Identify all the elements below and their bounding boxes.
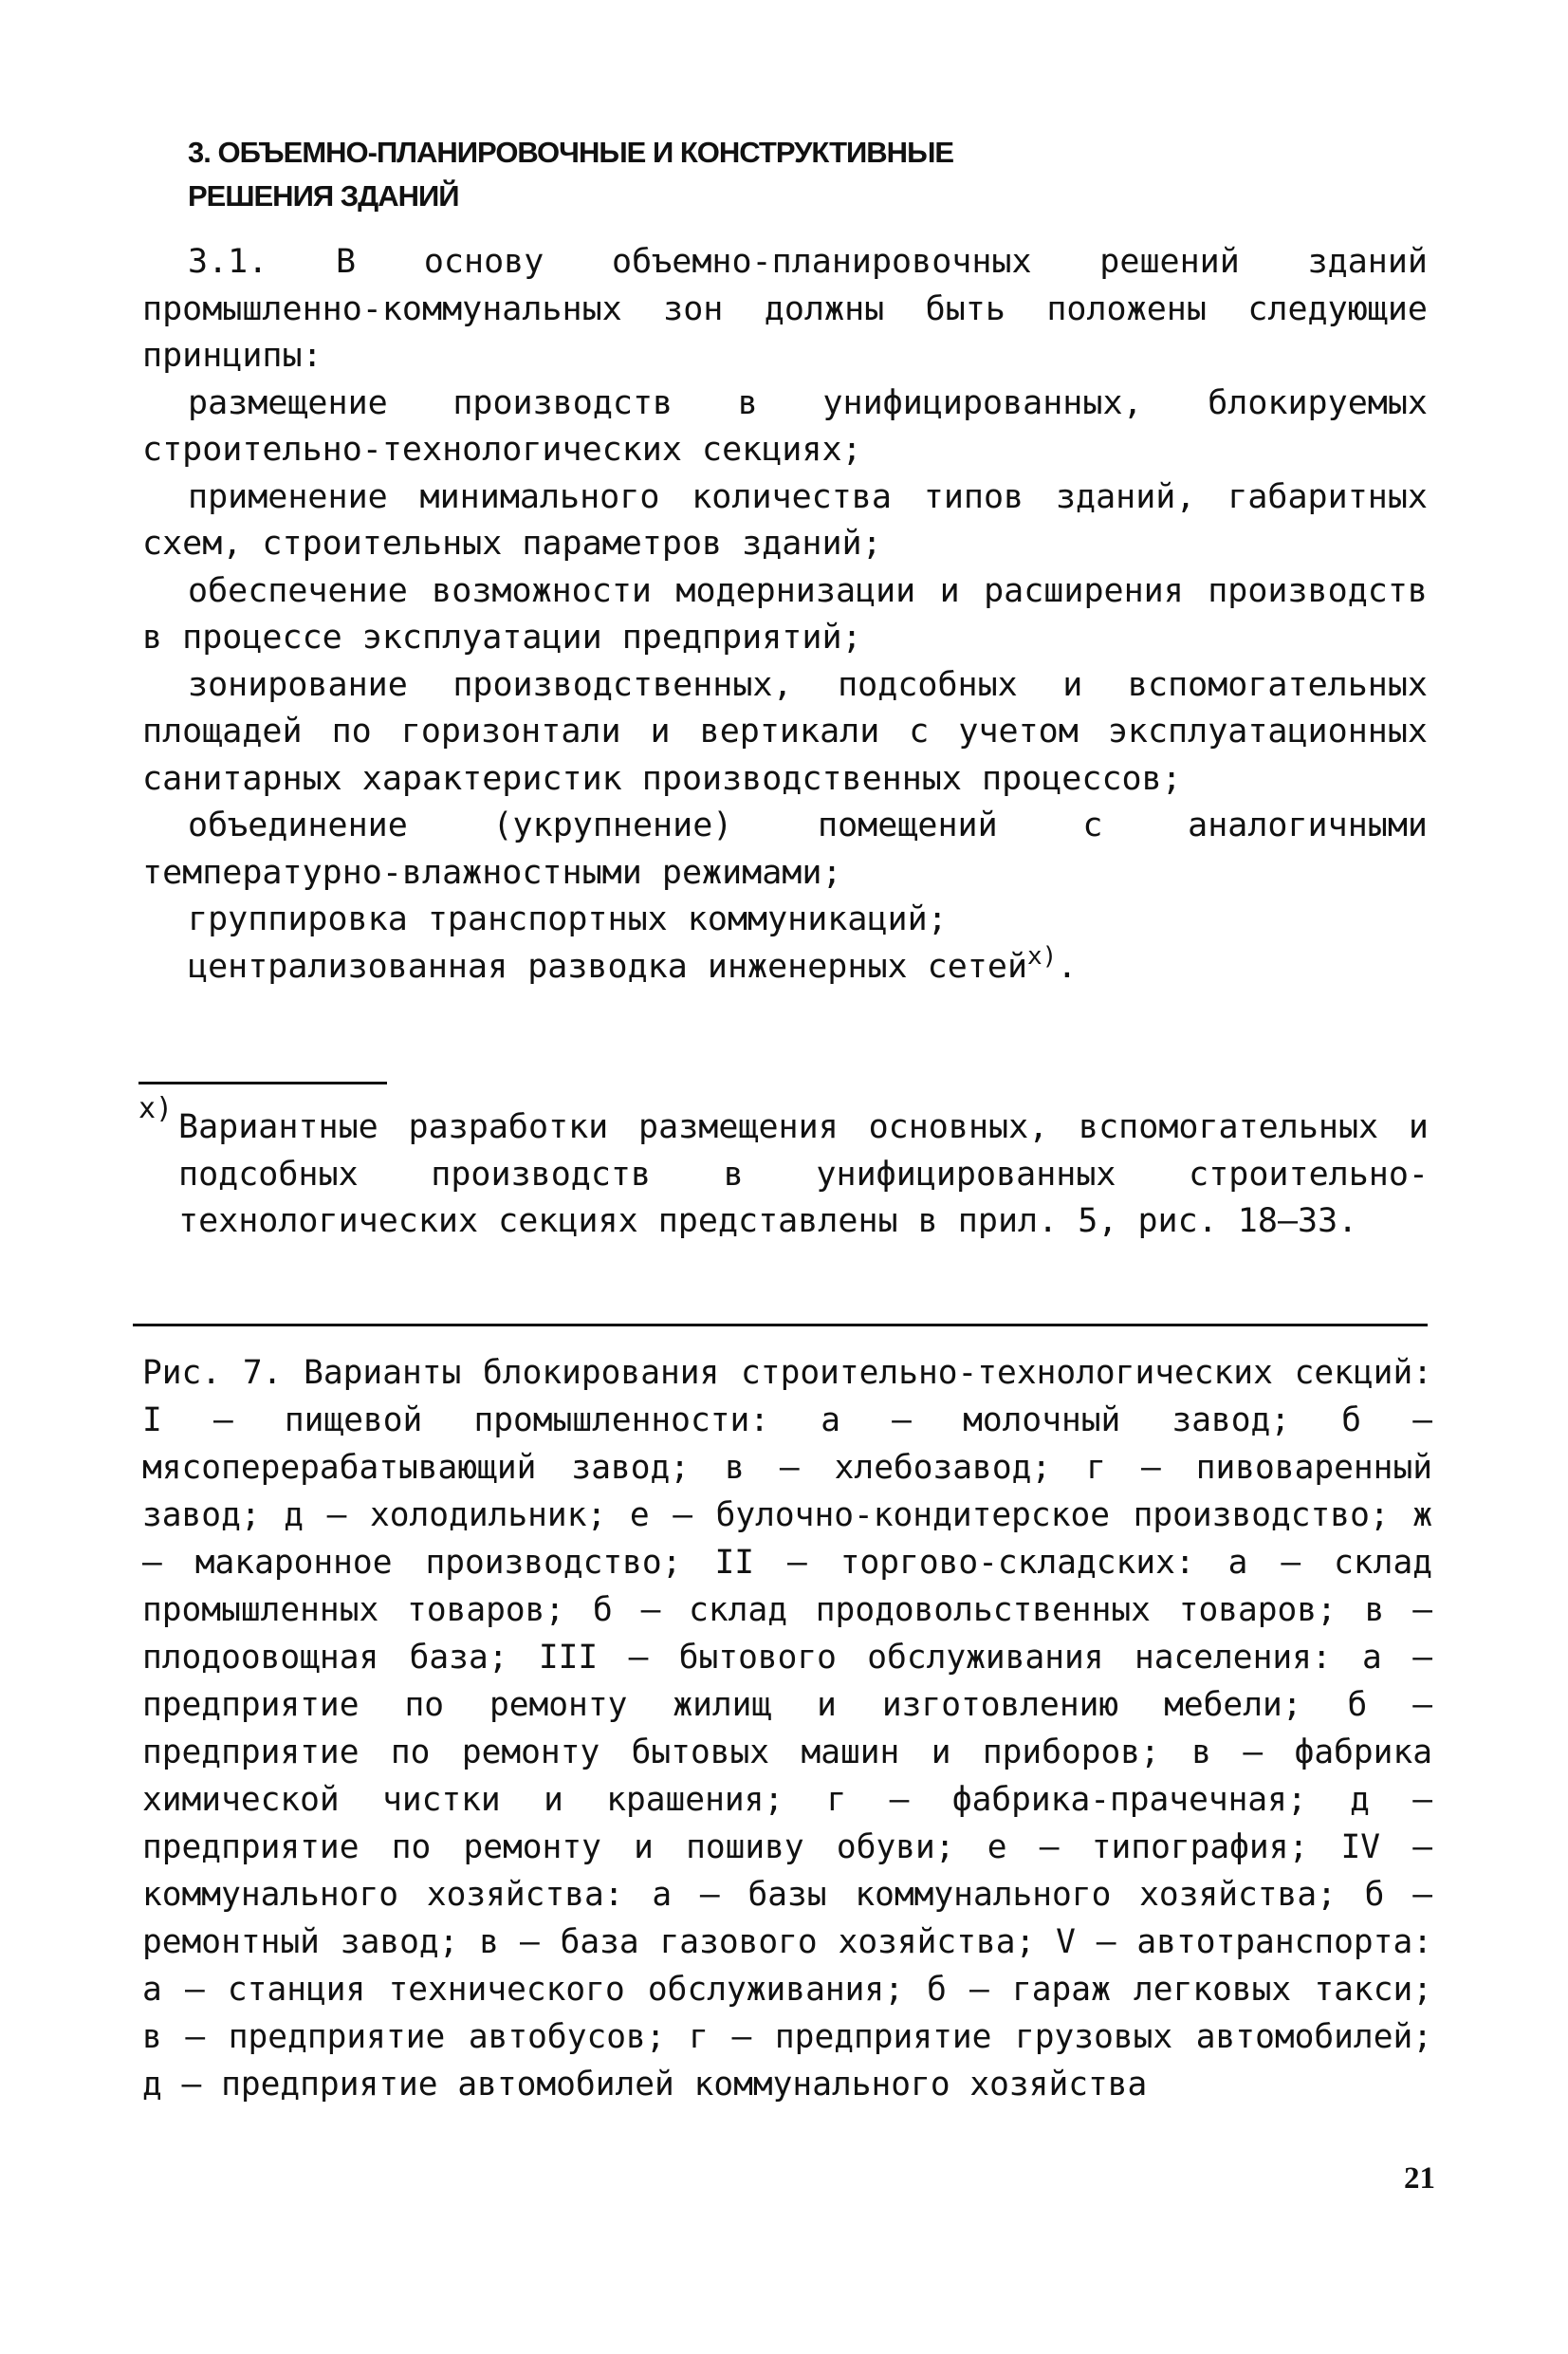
paragraph-principle: зонирование производственных, подсобных и вспомогательных площадей по горизонтали и вертикали с учетом эксплуатационных санитарных характеристик производственных процессов; — [142, 665, 1428, 798]
paragraph-last-text: централизованная разводка инженерных сетей — [188, 947, 1028, 986]
paragraph-principle: объединение (укрупнение) помещений с аналогичными температурно-влажностными режимами; — [142, 806, 1428, 892]
footnote-reference: х) — [1027, 941, 1058, 971]
figure-caption-divider — [133, 1324, 1428, 1326]
paragraph-principle: применение минимального количества типов зданий, габаритных схем, строительных параметров зданий; — [142, 477, 1428, 563]
footnote — [138, 1091, 1429, 1246]
figure-caption: Рис. 7. Варианты блокирования строительно-технологических секций: I – пищевой промышленности: а – молочный завод; б – мясоперерабатывающий завод; в – хлебозавод; г – пивоваренный завод; д – холодильник; е – булочно-кондитерское производство; ж – макаронное производство; II – торгово-складских: а – склад промышленных товаров; б – склад продовольственных товаров; в – плодоовощная база; III – бытового обслуживания населения: а – предприятие по ремонту жилищ и изготовлению мебели; б – предприятие по ремонту бытовых машин и приборов; в – фабрика химической чистки и крашения; г – фабрика-прачечная; д – предприятие по ремонту и пошиву обуви; е – типография; IV – коммунального хозяйства: а – базы коммунального хозяйства; б – ремонтный завод; в – база газового хозяйства; V – автотранспорта: а – станция технического обслуживания; б – гараж легковых такси; в – предприятие автобусов; г – предприятие грузовых автомобилей; д – предприятие автомобилей коммунального хозяйства — [142, 1354, 1432, 2104]
section-heading-line-1: 3. ОБЪЕМНО-ПЛАНИРОВОЧНЫЕ И КОНСТРУКТИВНЫЕ — [188, 136, 954, 169]
paragraph-principle: группировка транспортных коммуникаций; — [188, 900, 948, 938]
paragraph-intro: 3.1. В основу объемно-планировочных решений зданий промышленно-коммунальных зон должны быть положены следующие принципы: — [142, 243, 1428, 375]
footnote-mark: х) — [138, 1092, 174, 1125]
section-heading — [188, 131, 1136, 218]
main-text — [142, 239, 1428, 991]
paragraph-last-end: . — [1057, 947, 1078, 986]
section-heading-line-2: РЕШЕНИЯ ЗДАНИЙ — [188, 179, 459, 213]
footnote-divider — [138, 1082, 387, 1084]
footnote-text: Вариантные разработки размещения основных, вспомогательных и подсобных производств в унифицированных строительно-технологических секциях представлены в прил. 5, рис. 18–33. — [178, 1108, 1429, 1240]
paragraph-principle: обеспечение возможности модернизации и расширения производств в процессе эксплуатации предприятий; — [142, 571, 1428, 657]
page-number: 21 — [1404, 2161, 1435, 2196]
paragraph-principle-last — [142, 941, 1428, 992]
paragraph-principle: размещение производств в унифицированных, блокируемых строительно-технологических секциях; — [142, 383, 1428, 469]
